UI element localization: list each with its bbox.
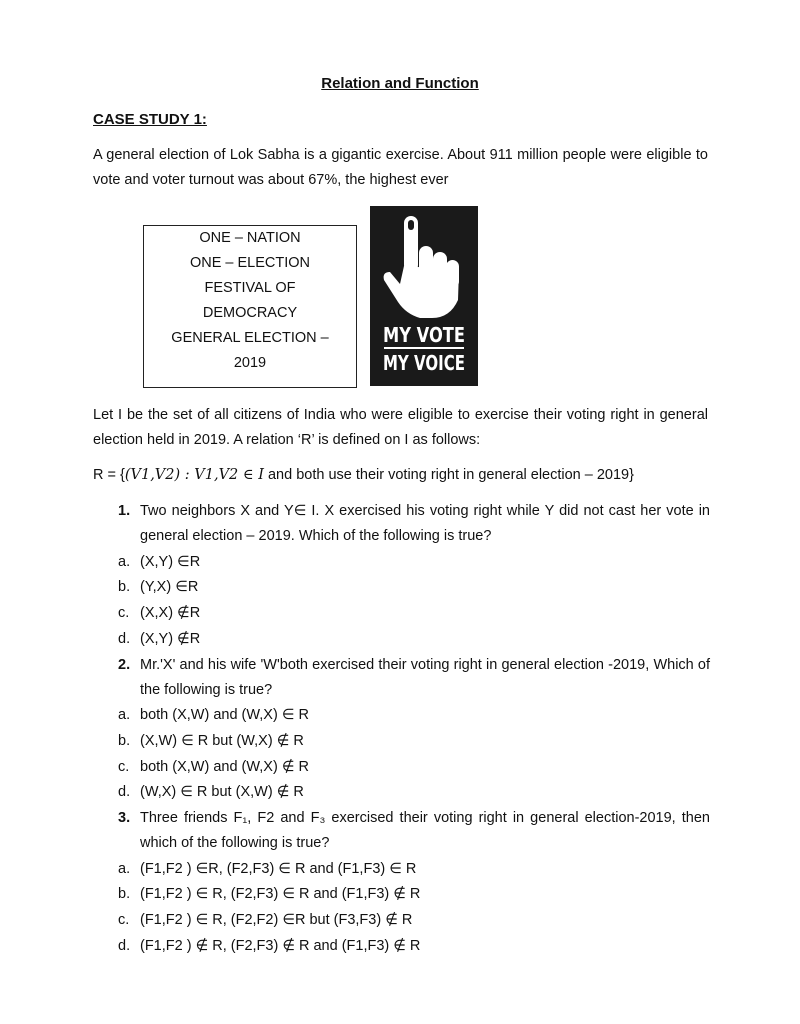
question-1: [118, 499, 710, 549]
option-text: (X,Y) ∈R: [140, 554, 201, 570]
relation-math: (V1,V2) : V1,V2 ∈ I: [124, 467, 264, 483]
option: [118, 575, 198, 600]
option: [118, 703, 309, 728]
slogan-line: GENERAL ELECTION –: [171, 330, 329, 346]
option-label: a.: [118, 861, 131, 877]
option-text: (F1,F2 ) ∈R, (F2,F3) ∈ R and (F1,F3) ∈ R: [140, 861, 417, 877]
slogan-line: FESTIVAL OF: [204, 280, 296, 296]
logo-text-line2: MY VOICE: [383, 351, 465, 375]
slogan-line: 2019: [233, 355, 267, 371]
option-text: (F1,F2 ) ∈ R, (F2,F3) ∈ R and (F1,F3) ∉ R: [140, 886, 421, 902]
option-label: a.: [118, 554, 131, 570]
question-3: [118, 806, 710, 856]
option: [118, 729, 304, 754]
option-label: b.: [118, 579, 131, 595]
option-label: d.: [118, 784, 131, 800]
option-text: (X,W) ∈ R but (W,X) ∉ R: [140, 733, 304, 749]
option-text: (W,X) ∈ R but (X,W) ∉ R: [140, 784, 304, 800]
slogan-line: DEMOCRACY: [202, 305, 298, 321]
option-text: (Y,X) ∈R: [140, 579, 199, 595]
option: [118, 755, 309, 780]
option: [118, 934, 420, 959]
question-text: Two neighbors X and Y∈ I. X exercised his voting right while Y did not cast her vote in general election – 2019. Which of the following is true?: [140, 503, 710, 544]
option-text: (X,Y) ∉R: [140, 631, 201, 647]
page-title: Relation and Function: [321, 75, 479, 92]
option: [118, 627, 200, 652]
option: [118, 882, 420, 907]
option-label: d.: [118, 631, 131, 647]
option: [118, 857, 416, 882]
question-number: 2.: [118, 657, 131, 673]
relation-prefix: R = {: [93, 467, 125, 483]
slogan-box: [143, 225, 357, 388]
option: [118, 550, 200, 575]
slogan-line: ONE – ELECTION: [189, 255, 311, 271]
intro-paragraph: A general election of Lok Sabha is a gigantic exercise. About 911 million people were eligible to vote and voter turnout was about 67%, the highest ever: [93, 147, 708, 188]
option-label: a.: [118, 707, 131, 723]
question-text: Three friends F₁, F2 and F₃ exercised their voting right in general election-2019, then which of the following is true?: [140, 810, 710, 851]
option-label: b.: [118, 886, 131, 902]
logo-text-line1: MY VOTE: [383, 323, 465, 347]
option-text: both (X,W) and (W,X) ∈ R: [140, 707, 309, 723]
option: [118, 601, 200, 626]
question-number: 1.: [118, 503, 131, 519]
option: [118, 908, 412, 933]
option-label: c.: [118, 759, 130, 775]
relation-suffix: and both use their voting right in general election – 2019}: [263, 467, 634, 483]
option-label: c.: [118, 605, 130, 621]
question-2: [118, 653, 710, 703]
option-text: both (X,W) and (W,X) ∉ R: [140, 759, 309, 775]
option-text: (X,X) ∉R: [140, 605, 201, 621]
pointing-finger-icon: [384, 216, 459, 318]
option-label: b.: [118, 733, 131, 749]
slogan-line: ONE – NATION: [199, 230, 301, 246]
question-text: Mr.'X' and his wife 'W'both exercised their voting right in general election -2019, Which of the following is true?: [140, 657, 710, 698]
option-label: d.: [118, 938, 131, 954]
question-number: 3.: [118, 810, 131, 826]
option-label: c.: [118, 912, 130, 928]
option-text: (F1,F2 ) ∉ R, (F2,F3) ∉ R and (F1,F3) ∉ R: [140, 938, 421, 954]
case-study-heading: CASE STUDY 1:: [93, 111, 207, 128]
relation-definition: [93, 463, 708, 488]
option: [118, 780, 304, 805]
option-text: (F1,F2 ) ∈ R, (F2,F2) ∈R but (F3,F3) ∉ R: [140, 912, 413, 928]
definition-paragraph: Let I be the set of all citizens of India who were eligible to exercise their voting right in general election held in 2019. A relation ‘R’ is defined on I as follows:: [93, 407, 708, 448]
my-vote-my-voice-logo: [370, 206, 478, 386]
